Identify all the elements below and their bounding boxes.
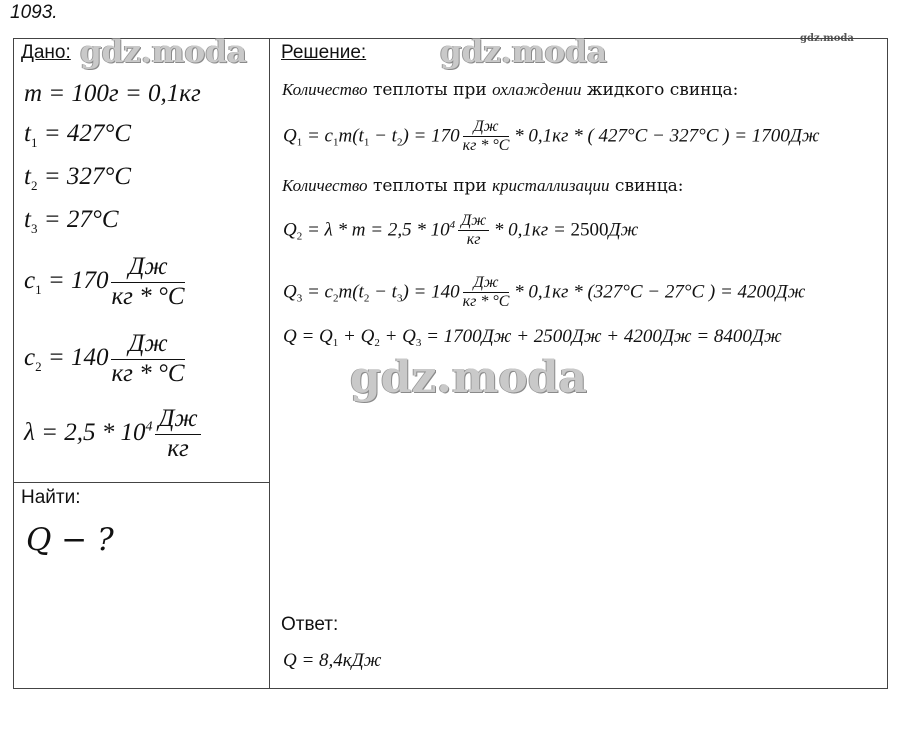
cooling-heading: Количество теплоты при охлаждении жидкого свинца:: [282, 80, 739, 100]
crystallization-heading: Количество теплоты при кристаллизации свинца:: [282, 176, 684, 196]
unit-fraction: $\frac{Дж}{кг * ^\circ C}$: [462, 274, 510, 311]
unit-fraction: $\frac{Дж}{кг * ^\circ C}$: [111, 253, 185, 310]
equation-q2: $Q_2 = \lambda * m = 2,5 * 10^4$ $\frac{Дж}{кг}$ * 0,1кг = 2500Дж: [283, 212, 639, 249]
equation-total: $Q = Q_1 + Q_2 + Q_3 = 1700Дж + 2500Дж + 4200Дж = 8400Дж$: [283, 326, 782, 349]
given-find-divider: [13, 482, 270, 483]
answer-label: Ответ:: [281, 614, 339, 635]
watermark-small: gdz.moda: [800, 33, 854, 44]
given-lambda: $\lambda = 2,5 * 10^4$ $\frac{Дж}{кг}$: [24, 405, 201, 464]
given-c1: $c_1 = 170$ $\frac{Дж}{кг * ^\circ C}$: [24, 253, 185, 310]
answer-value: Q = 8,4кДж: [283, 650, 382, 671]
column-divider: [269, 38, 270, 689]
unit-fraction: $\frac{Дж}{кг * ^\circ C}$: [111, 330, 185, 387]
find-label: Найти:: [21, 487, 81, 508]
solution-label: Решение:: [281, 42, 367, 63]
unit-fraction: $\frac{Дж}{кг * ^\circ C}$: [462, 118, 510, 155]
unit-fraction: $\frac{Дж}{кг}$: [155, 405, 200, 464]
watermark-given: gdz.moda: [80, 34, 247, 70]
given-mass: m = 100г = 0,1кг: [24, 80, 201, 107]
watermark-solution: gdz.moda: [440, 34, 607, 70]
unit-fraction: $\frac{Дж}{кг}$: [458, 212, 489, 250]
given-t3: $t_3 = 27^\circ C$: [24, 206, 119, 236]
problem-number: 1093.: [10, 2, 58, 23]
given-t2: $t_2 = 327^\circ C$: [24, 163, 131, 193]
given-c2: $c_2 = 140$ $\frac{Дж}{кг * ^\circ C}$: [24, 330, 185, 387]
watermark-center: gdz.moda: [350, 352, 588, 403]
equation-q3: $Q_3 = c_2m(t_2 - t_3) = 140$ $\frac{Дж}{кг * ^\circ C}$ * 0,1кг * (327°C − 27°C ) = 4200Дж: [283, 274, 806, 311]
given-t1: $t_1 = 427^\circ C$: [24, 120, 131, 150]
equation-q1: $Q_1 = c_1m(t_1 - t_2) = 170$ $\frac{Дж}{кг * ^\circ C}$ * 0,1кг * ( 427°C − 327°C ) = 1700Дж: [283, 118, 820, 155]
find-quantity: Q − ?: [26, 522, 114, 558]
given-label: Дано:: [21, 42, 71, 63]
